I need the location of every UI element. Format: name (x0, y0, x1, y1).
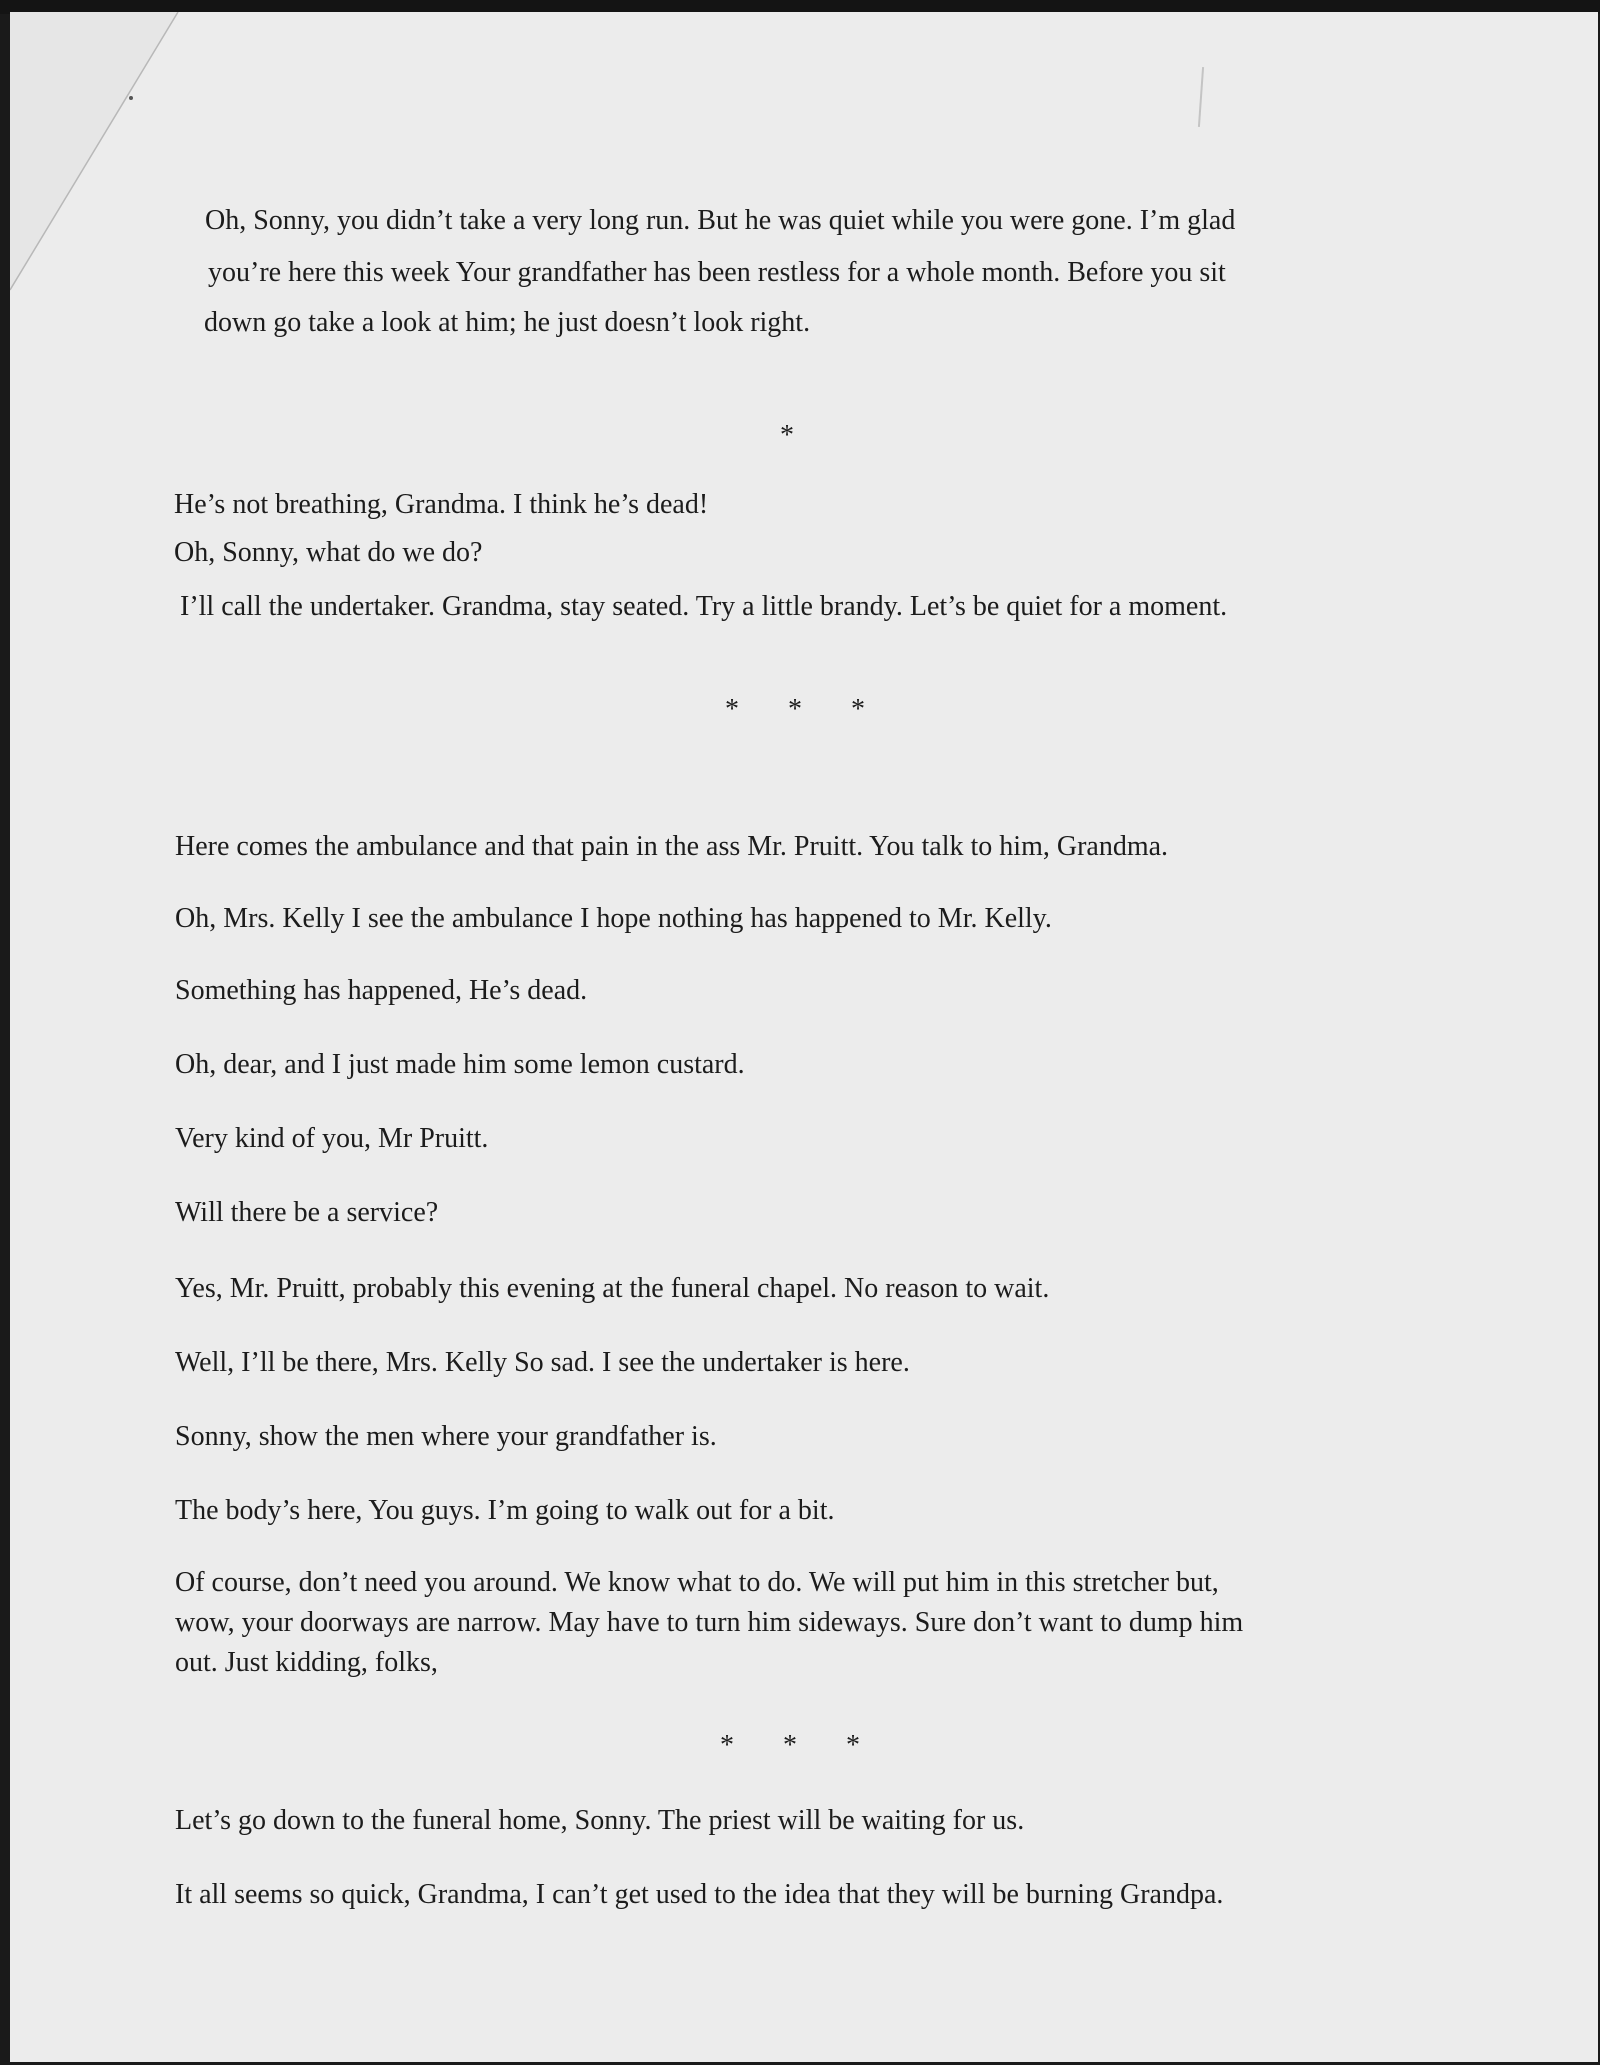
dialogue-line: The body’s here, You guys. I’m going to walk out for a bit. (175, 1495, 835, 1526)
section-separator: * * * (725, 694, 865, 725)
dialogue-line: I’ll call the undertaker. Grandma, stay seated. Try a little brandy. Let’s be quiet for a moment. (180, 591, 1228, 622)
section-separator: * * * (720, 1730, 860, 1761)
dialogue-line: Will there be a service? (175, 1197, 439, 1228)
dialogue-line: Oh, Mrs. Kelly I see the ambulance I hope nothing has happened to Mr. Kelly. (175, 903, 1052, 934)
dialogue-line: Well, I’ll be there, Mrs. Kelly So sad. I see the undertaker is here. (175, 1347, 910, 1378)
section-separator: * (780, 420, 794, 451)
dialogue-line: Oh, dear, and I just made him some lemon custard. (175, 1049, 745, 1080)
dialogue-line: you’re here this week Your grandfather has been restless for a whole month. Before you sit (208, 257, 1226, 288)
folded-corner (10, 12, 210, 312)
dialogue-line: out. Just kidding, folks, (175, 1647, 438, 1678)
dialogue-line: Of course, don’t need you around. We know what to do. We will put him in this stretcher but, (175, 1567, 1219, 1598)
dialogue-line: Oh, Sonny, what do we do? (174, 537, 483, 568)
dialogue-line: Here comes the ambulance and that pain in the ass Mr. Pruitt. You talk to him, Grandma. (175, 831, 1169, 862)
dialogue-line: Let’s go down to the funeral home, Sonny. The priest will be waiting for us. (175, 1805, 1025, 1836)
dialogue-line: Oh, Sonny, you didn’t take a very long run. But he was quiet while you were gone. I’m glad (205, 205, 1236, 236)
dialogue-line: Sonny, show the men where your grandfather is. (175, 1421, 717, 1452)
scan-mark (1198, 67, 1204, 127)
dialogue-line: Very kind of you, Mr Pruitt. (175, 1123, 489, 1154)
dialogue-line: down go take a look at him; he just doesn’t look right. (204, 307, 811, 338)
dialogue-line: It all seems so quick, Grandma, I can’t get used to the idea that they will be burning Grandpa. (175, 1879, 1224, 1910)
dialogue-line: He’s not breathing, Grandma. I think he’s dead! (174, 489, 709, 520)
dialogue-line: Something has happened, He’s dead. (175, 975, 588, 1006)
dialogue-line: Yes, Mr. Pruitt, probably this evening at the funeral chapel. No reason to wait. (175, 1273, 1050, 1304)
dialogue-line: wow, your doorways are narrow. May have to turn him sideways. Sure don’t want to dump him (175, 1607, 1244, 1638)
document-page (10, 12, 1598, 2062)
